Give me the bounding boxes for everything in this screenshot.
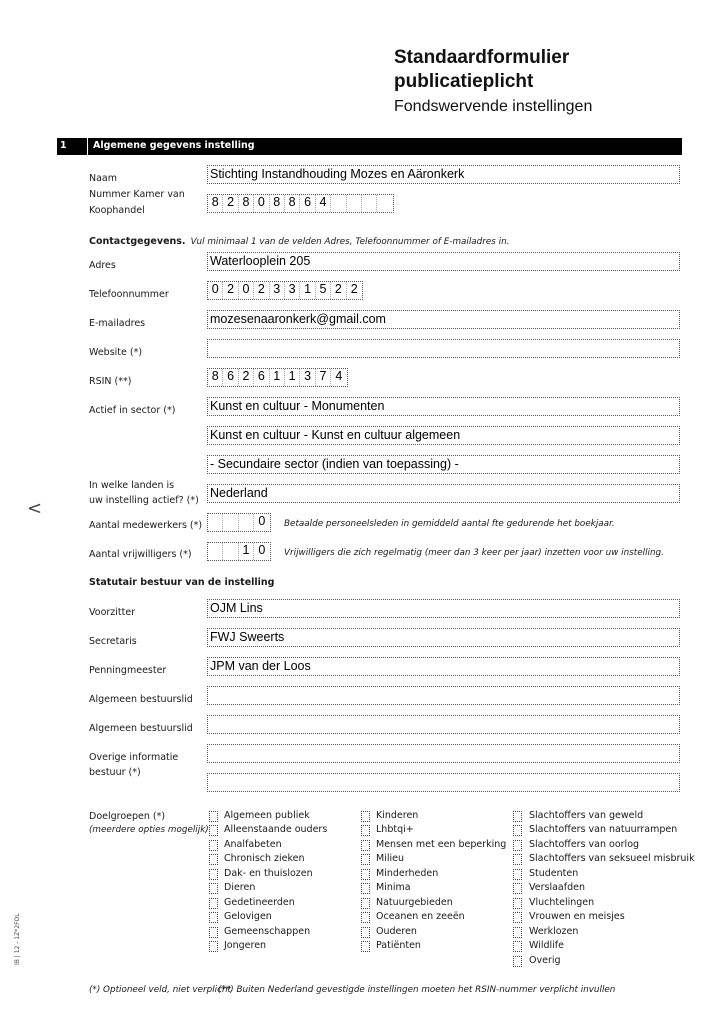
doelgroep-label: Werklozen bbox=[529, 926, 579, 937]
footer-note-2: (**) Buiten Nederland gevestigde instellingen moeten het RSIN-nummer verplicht invullen bbox=[218, 985, 616, 995]
contact-heading-bold: Contactgegevens. bbox=[89, 236, 186, 247]
landen-field[interactable]: Nederland bbox=[207, 484, 680, 503]
secretaris-field[interactable]: FWJ Sweerts bbox=[207, 628, 680, 647]
doelgroep-checkbox[interactable] bbox=[513, 811, 522, 822]
vrijwilligers-note: Vrijwilligers die zich regelmatig (meer dan 3 keer per jaar) inzetten voor uw instelling. bbox=[284, 548, 664, 558]
doelgroep-checkbox[interactable] bbox=[209, 912, 218, 923]
contact-heading-note: Vul minimaal 1 van de velden Adres, Telefoonnummer of E-mailadres in. bbox=[190, 237, 510, 247]
label-sector: Actief in sector (*) bbox=[89, 405, 176, 416]
label-doelgroepen: Doelgroepen (*) bbox=[89, 811, 166, 822]
kvk-digit: 8 bbox=[285, 195, 300, 212]
doelgroep-label: Algemeen publiek bbox=[224, 810, 310, 821]
naam-field[interactable]: Stichting Instandhouding Mozes en Aäronkerk bbox=[207, 165, 680, 184]
doelgroep-label: Jongeren bbox=[224, 940, 267, 951]
footer-note-1: (*) Optioneel veld, niet verplicht bbox=[89, 985, 231, 995]
label-rsin: RSIN (**) bbox=[89, 376, 132, 387]
doelgroep-checkbox[interactable] bbox=[513, 883, 522, 894]
doelgroep-label: Slachtoffers van oorlog bbox=[529, 839, 640, 850]
doelgroep-checkbox[interactable] bbox=[513, 825, 522, 836]
telefoon-digit: 2 bbox=[331, 282, 346, 299]
form-subtitle: Fondswervende instellingen bbox=[394, 98, 593, 115]
telefoon-digit: 2 bbox=[350, 282, 358, 296]
kvk-digit: 8 bbox=[239, 195, 254, 212]
doelgroep-checkbox[interactable] bbox=[361, 811, 370, 822]
doelgroep-label: Slachtoffers van natuurrampen bbox=[529, 824, 678, 835]
side-fold-mark: < bbox=[27, 498, 43, 519]
form-title-block bbox=[394, 46, 592, 118]
rsin-digit: 7 bbox=[316, 369, 331, 386]
rsin-digit: 6 bbox=[223, 369, 238, 386]
kvk-digit bbox=[362, 195, 377, 212]
sector-select-1[interactable]: Kunst en cultuur - Monumenten bbox=[207, 397, 680, 416]
doelgroep-label: Oceanen en zeeën bbox=[376, 911, 465, 922]
contact-heading bbox=[89, 229, 510, 248]
label-overige-line1: Overige informatie bbox=[89, 752, 179, 763]
doelgroep-label: Dieren bbox=[224, 882, 256, 893]
doelgroep-label: Slachtoffers van seksueel misbruik bbox=[529, 853, 695, 864]
doelgroep-checkbox[interactable] bbox=[361, 869, 370, 880]
doelgroep-checkbox[interactable] bbox=[209, 927, 218, 938]
telefoon-digit: 1 bbox=[300, 282, 315, 299]
kvk-digit: 8 bbox=[270, 195, 285, 212]
vrijwilligers-digit bbox=[208, 543, 223, 560]
doelgroep-checkbox[interactable] bbox=[209, 898, 218, 909]
medewerkers-digit bbox=[223, 514, 238, 531]
doelgroep-label: Ouderen bbox=[376, 926, 417, 937]
medewerkers-digit bbox=[239, 514, 254, 531]
doelgroep-checkbox[interactable] bbox=[209, 883, 218, 894]
label-landen-line2: uw instelling actief? (*) bbox=[89, 495, 199, 506]
doelgroep-label: Slachtoffers van geweld bbox=[529, 810, 644, 821]
doelgroep-label: Wildlife bbox=[529, 940, 564, 951]
label-bestuurslid-2: Algemeen bestuurslid bbox=[89, 723, 193, 734]
label-website: Website (*) bbox=[89, 347, 143, 358]
doelgroep-checkbox[interactable] bbox=[361, 840, 370, 851]
label-landen-line1: In welke landen is bbox=[89, 480, 175, 491]
doelgroep-label: Milieu bbox=[376, 853, 404, 864]
rsin-digit: 2 bbox=[239, 369, 254, 386]
telefoon-digit: 2 bbox=[223, 282, 238, 299]
doelgroep-checkbox[interactable] bbox=[513, 927, 522, 938]
overige-field-2[interactable] bbox=[207, 773, 680, 792]
telefoon-field[interactable] bbox=[207, 281, 363, 300]
kvk-digit: 6 bbox=[300, 195, 315, 212]
doelgroep-checkbox[interactable] bbox=[361, 927, 370, 938]
doelgroep-checkbox[interactable] bbox=[209, 941, 218, 952]
telefoon-digit: 3 bbox=[270, 282, 285, 299]
rsin-digit: 1 bbox=[270, 369, 285, 386]
kvk-digit: 8 bbox=[208, 195, 223, 212]
doelgroep-label: Mensen met een beperking bbox=[376, 839, 507, 850]
label-vrijwilligers: Aantal vrijwilligers (*) bbox=[89, 549, 192, 560]
doelgroep-checkbox[interactable] bbox=[513, 956, 522, 967]
doelgroep-label: Verslaafden bbox=[529, 882, 585, 893]
doelgroep-checkbox[interactable] bbox=[361, 825, 370, 836]
medewerkers-note: Betaalde personeelsleden in gemiddeld aantal fte gedurende het boekjaar. bbox=[284, 519, 615, 529]
doelgroep-label: Dak- en thuislozen bbox=[224, 868, 313, 879]
doelgroep-checkbox[interactable] bbox=[361, 854, 370, 865]
voorzitter-field[interactable]: OJM Lins bbox=[207, 599, 680, 618]
label-naam: Naam bbox=[89, 173, 118, 184]
bestuur-heading: Statutair bestuur van de instelling bbox=[89, 577, 275, 588]
kvk-digit bbox=[347, 195, 362, 212]
bestuurslid-1-field[interactable] bbox=[207, 686, 680, 705]
doelgroep-label: Lhbtqi+ bbox=[376, 824, 414, 835]
form-title-line1: Standaardformulier bbox=[394, 47, 570, 68]
adres-field[interactable]: Waterlooplein 205 bbox=[207, 252, 680, 271]
doelgroep-label: Natuurgebieden bbox=[376, 897, 453, 908]
doelgroep-label: Patiënten bbox=[376, 940, 421, 951]
doelgroep-label: Chronisch zieken bbox=[224, 853, 305, 864]
label-telefoon: Telefoonnummer bbox=[89, 289, 169, 300]
rsin-digit: 3 bbox=[300, 369, 315, 386]
vrijwilligers-digit: 0 bbox=[258, 543, 266, 557]
doelgroep-label: Gedetineerden bbox=[224, 897, 295, 908]
doelgroep-checkbox[interactable] bbox=[513, 941, 522, 952]
rsin-digit: 8 bbox=[208, 369, 223, 386]
telefoon-digit: 3 bbox=[285, 282, 300, 299]
label-email: E-mailadres bbox=[89, 318, 146, 329]
rsin-digit: 6 bbox=[254, 369, 269, 386]
vrijwilligers-field[interactable] bbox=[207, 542, 271, 561]
doelgroep-checkbox[interactable] bbox=[513, 898, 522, 909]
kvk-digit: 4 bbox=[316, 195, 331, 212]
section-title: Algemene gegevens instelling bbox=[93, 140, 255, 151]
doelgroep-label: Gemeenschappen bbox=[224, 926, 311, 937]
doelgroep-checkbox[interactable] bbox=[209, 854, 218, 865]
vrijwilligers-digit: 1 bbox=[239, 543, 254, 560]
label-overige-line2: bestuur (*) bbox=[89, 767, 141, 778]
kvk-field[interactable] bbox=[207, 194, 394, 213]
doelgroep-checkbox[interactable] bbox=[209, 840, 218, 851]
doelgroep-label: Vluchtelingen bbox=[529, 897, 595, 908]
doelgroep-checkbox[interactable] bbox=[209, 811, 218, 822]
label-kvk-line2: Koophandel bbox=[89, 205, 145, 216]
doelgroep-label: Studenten bbox=[529, 868, 579, 879]
telefoon-digit: 0 bbox=[239, 282, 254, 299]
rsin-digit: 1 bbox=[285, 369, 300, 386]
doelgroep-checkbox[interactable] bbox=[513, 912, 522, 923]
doelgroep-checkbox[interactable] bbox=[361, 898, 370, 909]
label-penningmeester: Penningmeester bbox=[89, 665, 167, 676]
doelgroep-label: Minima bbox=[376, 882, 411, 893]
label-kvk-line1: Nummer Kamer van bbox=[89, 189, 185, 200]
sector-select-3[interactable]: - Secundaire sector (indien van toepassing) - bbox=[207, 455, 680, 474]
vrijwilligers-digit bbox=[223, 543, 238, 560]
medewerkers-field[interactable] bbox=[207, 513, 271, 532]
doelgroepen-note: (meerdere opties mogelijk) bbox=[89, 825, 209, 835]
side-form-code: IB | 12 - 1Z*2FOL bbox=[14, 913, 21, 965]
doelgroep-label: Gelovigen bbox=[224, 911, 272, 922]
doelgroep-label: Minderheden bbox=[376, 868, 439, 879]
doelgroep-checkbox[interactable] bbox=[209, 869, 218, 880]
overige-field-1[interactable] bbox=[207, 744, 680, 763]
section-number: 1 bbox=[60, 140, 67, 151]
kvk-digit bbox=[377, 195, 392, 212]
label-secretaris: Secretaris bbox=[89, 636, 137, 647]
doelgroep-checkbox[interactable] bbox=[513, 869, 522, 880]
penningmeester-field[interactable]: JPM van der Loos bbox=[207, 657, 680, 676]
kvk-digit bbox=[331, 195, 346, 212]
medewerkers-digit bbox=[208, 514, 223, 531]
doelgroep-checkbox[interactable] bbox=[361, 941, 370, 952]
rsin-digit: 4 bbox=[335, 369, 343, 383]
doelgroep-checkbox[interactable] bbox=[361, 912, 370, 923]
doelgroep-checkbox[interactable] bbox=[513, 840, 522, 851]
email-field[interactable]: mozesenaaronkerk@gmail.com bbox=[207, 310, 680, 329]
medewerkers-digit: 0 bbox=[258, 514, 266, 528]
doelgroep-label: Alleenstaande ouders bbox=[224, 824, 328, 835]
doelgroep-label: Kinderen bbox=[376, 810, 419, 821]
label-adres: Adres bbox=[89, 260, 116, 271]
doelgroep-checkbox[interactable] bbox=[209, 825, 218, 836]
bestuurslid-2-field[interactable] bbox=[207, 715, 680, 734]
section-header bbox=[57, 138, 682, 155]
kvk-digit: 0 bbox=[254, 195, 269, 212]
doelgroep-label: Analfabeten bbox=[224, 839, 282, 850]
sector-select-2[interactable]: Kunst en cultuur - Kunst en cultuur algemeen bbox=[207, 426, 680, 445]
label-bestuurslid-1: Algemeen bestuurslid bbox=[89, 694, 193, 705]
doelgroep-checkbox[interactable] bbox=[361, 883, 370, 894]
telefoon-digit: 5 bbox=[316, 282, 331, 299]
doelgroep-checkbox[interactable] bbox=[513, 854, 522, 865]
telefoon-digit: 0 bbox=[208, 282, 223, 299]
label-voorzitter: Voorzitter bbox=[89, 607, 136, 618]
doelgroep-label: Overig bbox=[529, 955, 561, 966]
label-medewerkers: Aantal medewerkers (*) bbox=[89, 520, 203, 531]
doelgroep-label: Vrouwen en meisjes bbox=[529, 911, 625, 922]
kvk-digit: 2 bbox=[223, 195, 238, 212]
form-title-line2: publicatieplicht bbox=[394, 71, 534, 92]
website-field[interactable] bbox=[207, 339, 680, 358]
telefoon-digit: 2 bbox=[254, 282, 269, 299]
rsin-field[interactable] bbox=[207, 368, 348, 387]
